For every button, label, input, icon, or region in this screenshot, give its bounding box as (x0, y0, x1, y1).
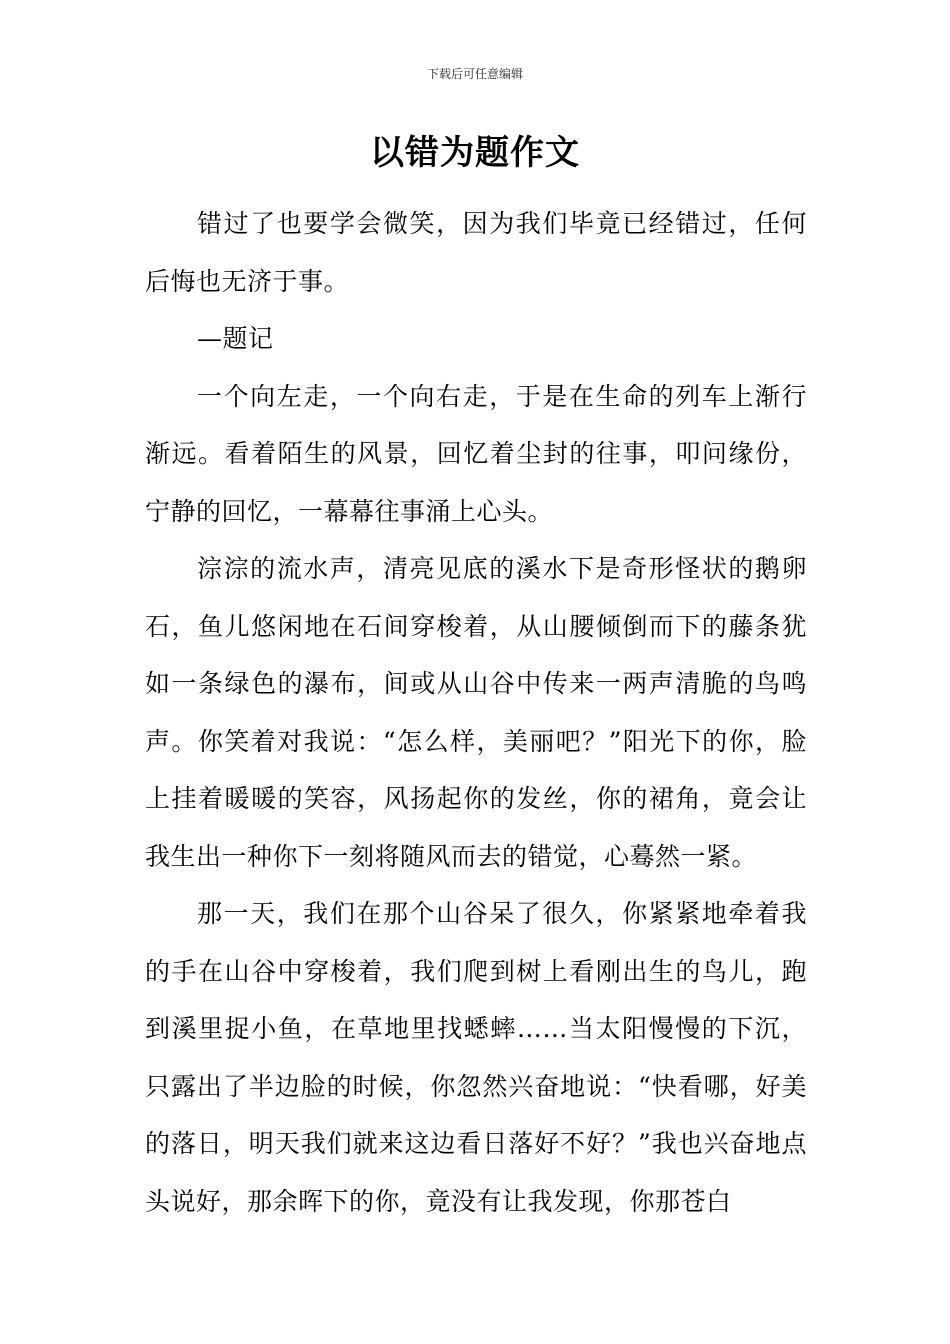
header-note: 下载后可任意编辑 (426, 67, 523, 81)
paragraph-epigraph-attribution: —题记 (197, 324, 274, 353)
paragraph: 一个向左走，一个向右走，于是在生命的列车上渐行渐远。看着陌生的风景，回忆着尘封的往事，叩问缘份，宁静的回忆，一幕幕往事涌上心头。 (145, 381, 807, 526)
paragraph: 淙淙的流水声，清亮见底的溪水下是奇形怪状的鹅卵石，鱼儿悠闲地在石间穿梭着，从山腰倾倒而下的藤条犹如一条绿色的瀑布，间或从山谷中传来一两声清脆的鸟鸣声。你笑着对我说：“怎么样，美丽吧？”阳光下的你，脸上挂着暖暖的笑容，风扬起你的发丝，你的裙角，竟会让我生出一种你下一刻将随风而去的错觉，心蓦然一紧。 (145, 554, 807, 871)
paragraph-epigraph: 错过了也要学会微笑，因为我们毕竟已经错过，任何后悔也无济于事。 (145, 209, 807, 296)
document-title: 以错为题作文 (370, 133, 580, 173)
paragraph: 那一天，我们在那个山谷呆了很久，你紧紧地牵着我的手在山谷中穿梭着，我们爬到树上看刚出生的鸟儿，跑到溪里捉小鱼，在草地里找蟋蟀……当太阳慢慢的下沉，只露出了半边脸的时候，你忽然兴奋地说：“快看哪，好美的落日，明天我们就来这边看日落好不好？”我也兴奋地点头说好，那余晖下的你，竟没有让我发现，你那苍白 (145, 899, 807, 1216)
document-body (145, 195, 807, 1230)
